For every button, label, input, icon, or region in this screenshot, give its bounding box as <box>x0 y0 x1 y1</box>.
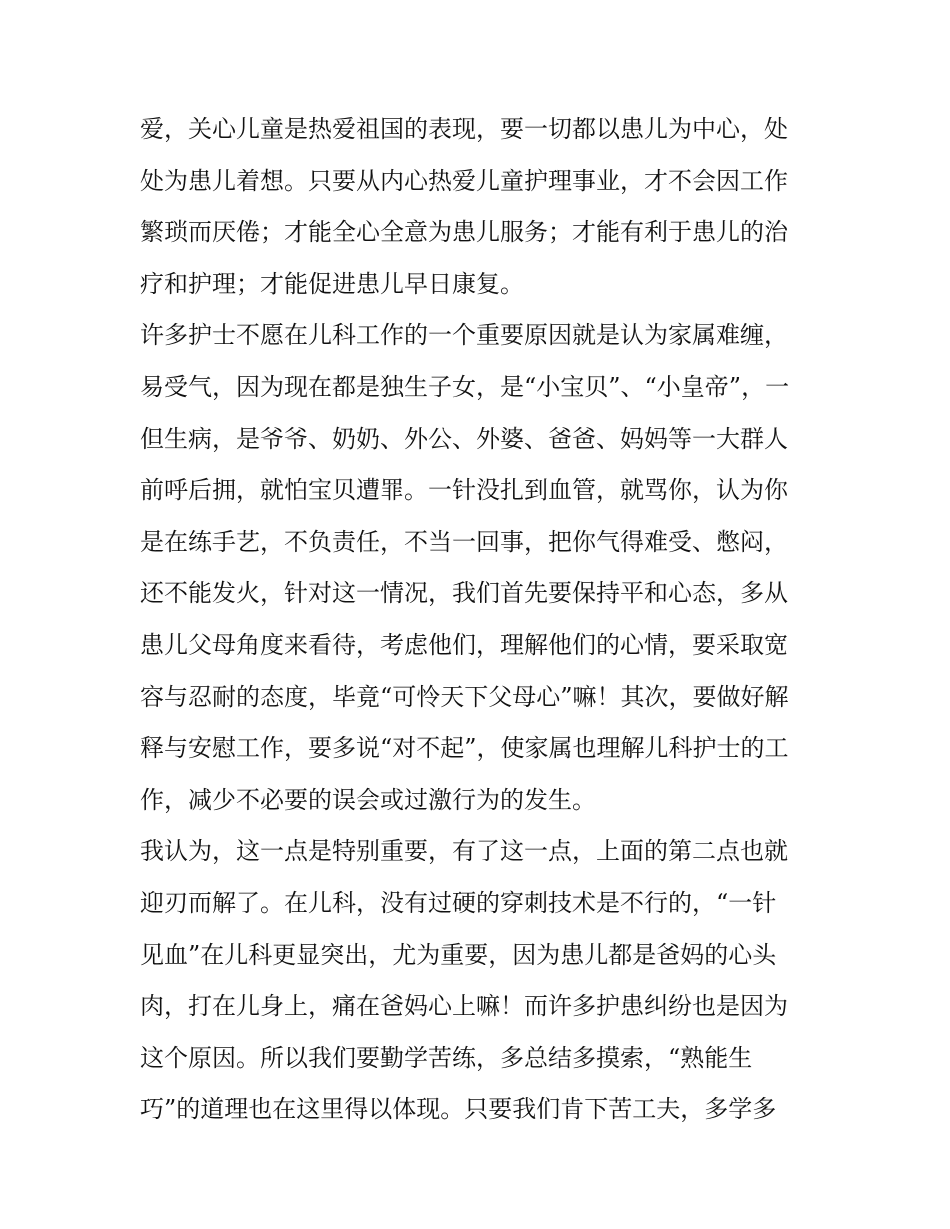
text-line: 肉，打在儿身上，痛在爸妈心上嘛！而许多护患纠纷也是因为 <box>140 992 788 1021</box>
text-line: 易受气，因为现在都是独生子女，是“小宝贝”、“小皇帝”，一 <box>140 372 790 401</box>
text-line: 巧”的道理也在这里得以体现。只要我们肯下苦工夫，多学多 <box>140 1095 777 1124</box>
text-line: 疗和护理；才能促进患儿早日康复。 <box>140 269 524 298</box>
text-line: 作，减少不必要的误会或过激行为的发生。 <box>140 785 596 814</box>
text-line: 迎刃而解了。在儿科，没有过硬的穿刺技术是不行的，“一针 <box>140 888 777 917</box>
text-line: 许多护士不愿在儿科工作的一个重要原因就是认为家属难缠， <box>140 321 788 350</box>
text-line: 前呼后拥，就怕宝贝遭罪。一针没扎到血管，就骂你，认为你 <box>140 476 788 505</box>
text-line: 见血”在儿科更显突出，尤为重要，因为患儿都是爸妈的心头 <box>140 940 777 969</box>
text-line: 还不能发火，针对这一情况，我们首先要保持平和心态，多从 <box>140 579 788 608</box>
text-line: 是在练手艺，不负责任，不当一回事，把你气得难受、憋闷， <box>140 527 788 556</box>
text-line: 爱，关心儿童是热爱祖国的表现，要一切都以患儿为中心，处 <box>140 115 788 143</box>
text-line: 容与忍耐的态度，毕竟“可怜天下父母心”嘛！其次，要做好解 <box>140 682 789 711</box>
text-line: 我认为，这一点是特别重要，有了这一点，上面的第二点也就 <box>140 837 788 866</box>
text-line: 这个原因。所以我们要勤学苦练，多总结多摸索，“熟能生 <box>140 1043 753 1072</box>
text-line: 但生病，是爷爷、奶奶、外公、外婆、爸爸、妈妈等一大群人 <box>140 424 788 453</box>
text-line: 患儿父母角度来看待，考虑他们，理解他们的心情，要采取宽 <box>140 630 788 659</box>
body-text <box>140 104 820 1136</box>
text-line: 处为患儿着想。只要从内心热爱儿童护理事业，才不会因工作 <box>140 166 788 195</box>
text-line: 释与安慰工作，要多说“对不起”，使家属也理解儿科护士的工 <box>140 734 789 763</box>
text-line: 繁琐而厌倦；才能全心全意为患儿服务；才能有利于患儿的治 <box>140 218 788 247</box>
